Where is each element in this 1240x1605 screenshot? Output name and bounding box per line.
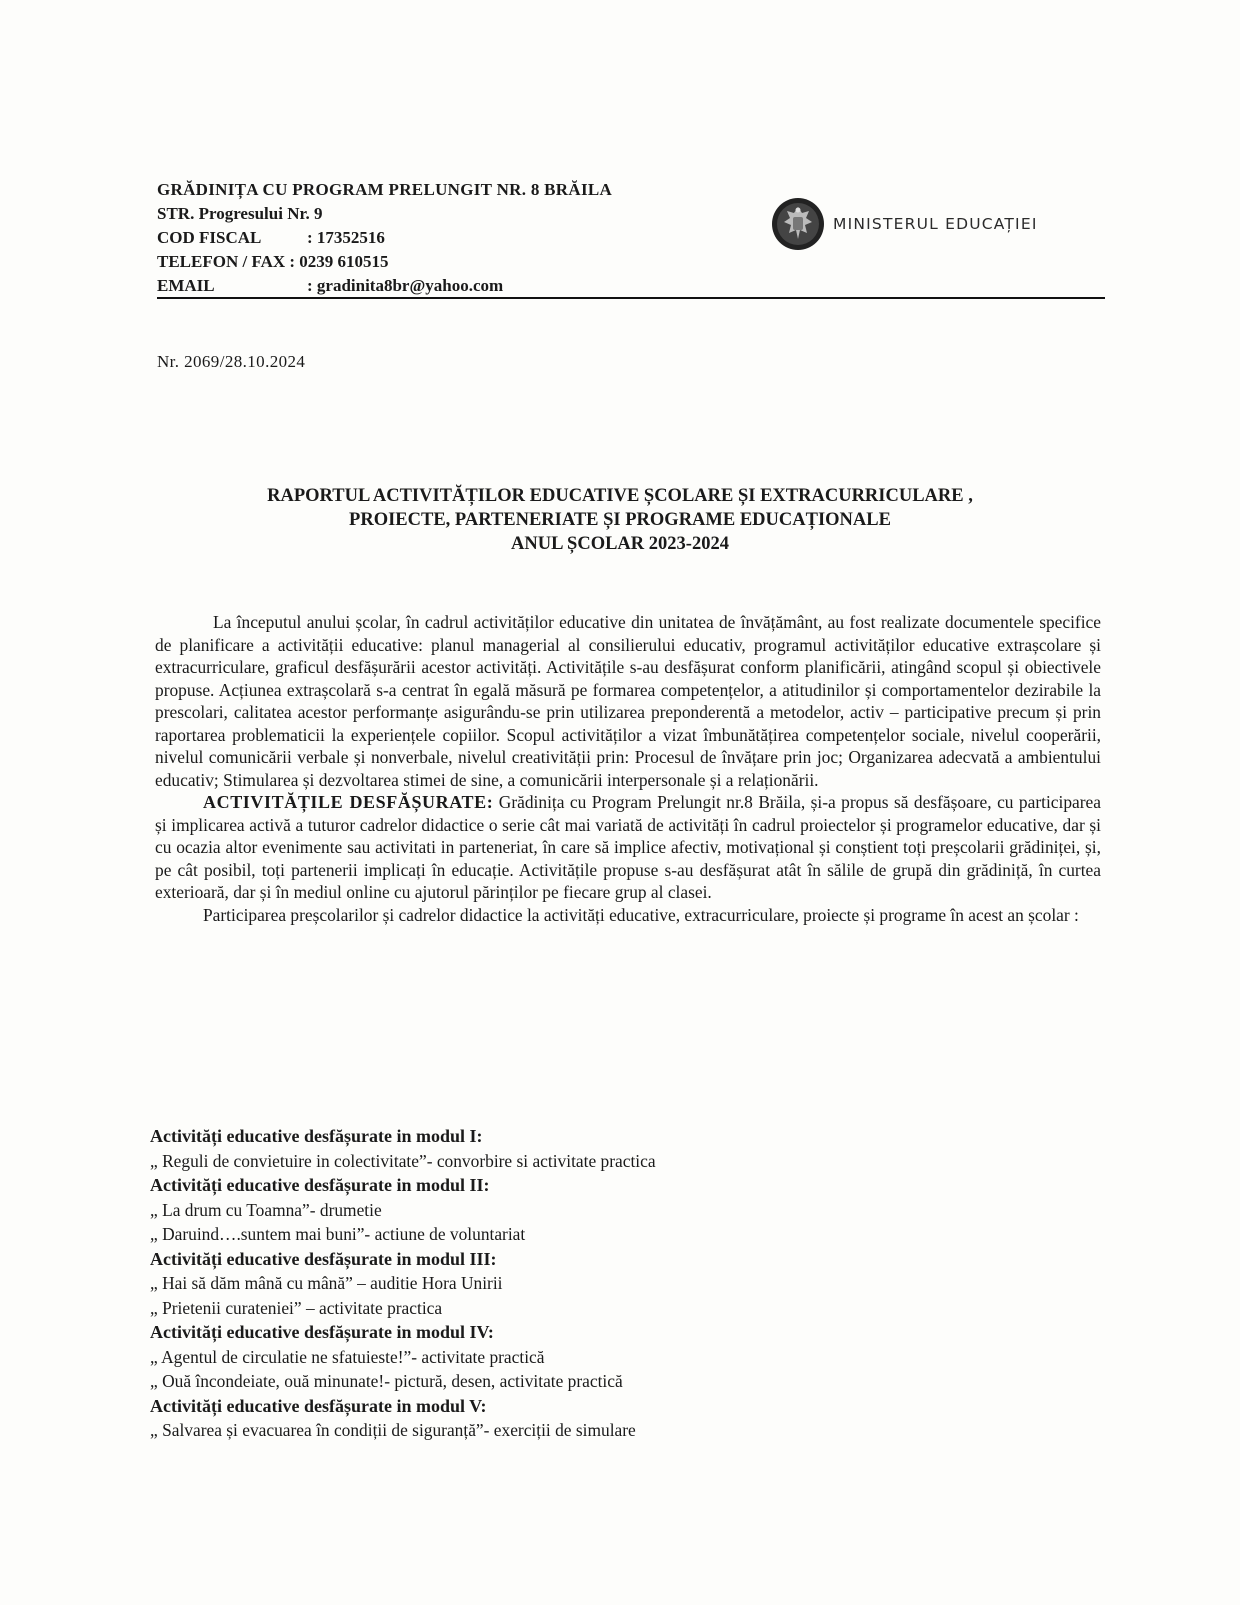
ministry-name: MINISTERUL EDUCAȚIEI — [833, 215, 1038, 233]
activities-text: Grădinița cu Program Prelungit nr.8 Brăila, și-a propus să desfășoare, cu participarea și implicarea activă a tuturor cadrelor didactice o serie cât mai variată de activități în cadrul proiectelor și programelor educative, dar și cu ocazia altor evenimente sau activitati in parteneriat, în care să implice afectiv, motivațional și conștient toți preșcolarii grădiniței, și, pe cât posibil, toți partenerii implicați în educație. Activitățile propuse s-au desfășurat atât în sălile de grupă din grădiniță, în curtea exterioară, dar și în mediul online cu ajutorul părinților pe fiecare grup al clasei. — [155, 792, 1101, 902]
module-heading: Activități educative desfășurate in modul IV: — [150, 1322, 494, 1342]
phone-fax: TELEFON / FAX : 0239 610515 — [157, 252, 389, 271]
fiscal-code-row — [157, 226, 612, 250]
activities-paragraph — [155, 791, 1101, 904]
activity-item: „ Agentul de circulatie ne sfatuieste!”- activitate practică — [150, 1346, 545, 1367]
institution-name: GRĂDINIȚA CU PROGRAM PRELUNGIT NR. 8 BRĂILA — [157, 180, 613, 199]
letterhead — [157, 178, 1097, 298]
report-title — [110, 484, 1130, 556]
report-body — [155, 611, 1101, 926]
module-section — [150, 1173, 1100, 1247]
ministry-logo — [771, 196, 1038, 252]
activities-list — [150, 1124, 1100, 1443]
module-section — [150, 1124, 1100, 1173]
registration-number: Nr. 2069/28.10.2024 — [157, 352, 306, 371]
participation-paragraph: Participarea preșcolarilor și cadrelor didactice la activități educative, extracurriculare, proiecte și programe în acest an școlar : — [203, 904, 1079, 925]
title-line-3: ANUL ȘCOLAR 2023-2024 — [511, 534, 729, 554]
header-divider — [157, 297, 1105, 299]
module-section — [150, 1247, 1100, 1321]
activity-item: „ Daruind….suntem mai buni”- actiune de voluntariat — [150, 1224, 526, 1244]
module-section — [150, 1320, 1100, 1394]
activity-item: „ Prietenii curateniei” – activitate practica — [150, 1297, 443, 1318]
institution-details — [157, 178, 612, 298]
activities-lead: ACTIVITĂȚILE DESFĂȘURATE: — [203, 792, 494, 812]
title-line-2: PROIECTE, PARTENERIATE ȘI PROGRAME EDUCAȚIONALE — [349, 510, 891, 530]
activity-item: „ Salvarea și evacuarea în condiții de siguranță”- exerciții de simulare — [150, 1420, 636, 1440]
activity-item: „ Hai să dăm mână cu mână” – auditie Hora Unirii — [150, 1273, 503, 1293]
module-heading: Activități educative desfășurate in modul III: — [150, 1248, 497, 1269]
email-label: EMAIL — [157, 276, 215, 295]
module-section — [150, 1394, 1100, 1443]
module-heading: Activități educative desfășurate in modul V: — [150, 1395, 487, 1416]
activity-item: „ Reguli de convietuire in colectivitate”- convorbire si activitate practica — [150, 1150, 656, 1171]
romanian-coat-of-arms-icon — [771, 197, 825, 251]
email-value: : gradinita8br@yahoo.com — [307, 276, 504, 295]
intro-paragraph: La începutul anului școlar, în cadrul activităților educative din unitatea de învățământ, au fost realizate documentele specifice de planificare a activității educative: planul managerial al consilierului educativ, programul activităților educative extrașcolare și extracurriculare, graficul desfășurării acestor activități. Activitățile s-au desfășurat conform planificării, atingând scopul și obiectivele propuse. Acțiunea extrașcolară s-a centrat în egală măsură pe formarea competențelor, a atitudinilor și comportamentelor dezirabile la prescolari, calitatea acestor performanțe asigurându-se prin utilizarea preponderentă a metodelor, activ – participative precum și prin raportarea problematicii la experiențele copiilor. Scopul activităților a vizat îmbunătățirea competențelor sociale, nivelul cooperării, nivelul comunicării verbale și nonverbale, nivelul creativității prin: Procesul de învățare prin joc; Organizarea adecvată a ambientului educativ; Stimularea și dezvoltarea stimei de sine, a comunicării interpersonale și a relaționării. — [155, 612, 1101, 790]
fiscal-code-label: COD FISCAL — [157, 228, 262, 247]
institution-street: STR. Progresului Nr. 9 — [157, 204, 323, 223]
title-line-1: RAPORTUL ACTIVITĂȚILOR EDUCATIVE ȘCOLARE ȘI EXTRACURRICULARE , — [267, 486, 973, 506]
module-heading: Activități educative desfășurate in modul I: — [150, 1126, 483, 1146]
email-row — [157, 274, 612, 298]
activity-item: „ La drum cu Toamna”- drumetie — [150, 1199, 382, 1220]
activity-item: „ Ouă încondeiate, ouă minunate!- pictură, desen, activitate practică — [150, 1371, 623, 1391]
module-heading: Activități educative desfășurate in modul II: — [150, 1175, 490, 1195]
fiscal-code-value: : 17352516 — [307, 228, 385, 247]
